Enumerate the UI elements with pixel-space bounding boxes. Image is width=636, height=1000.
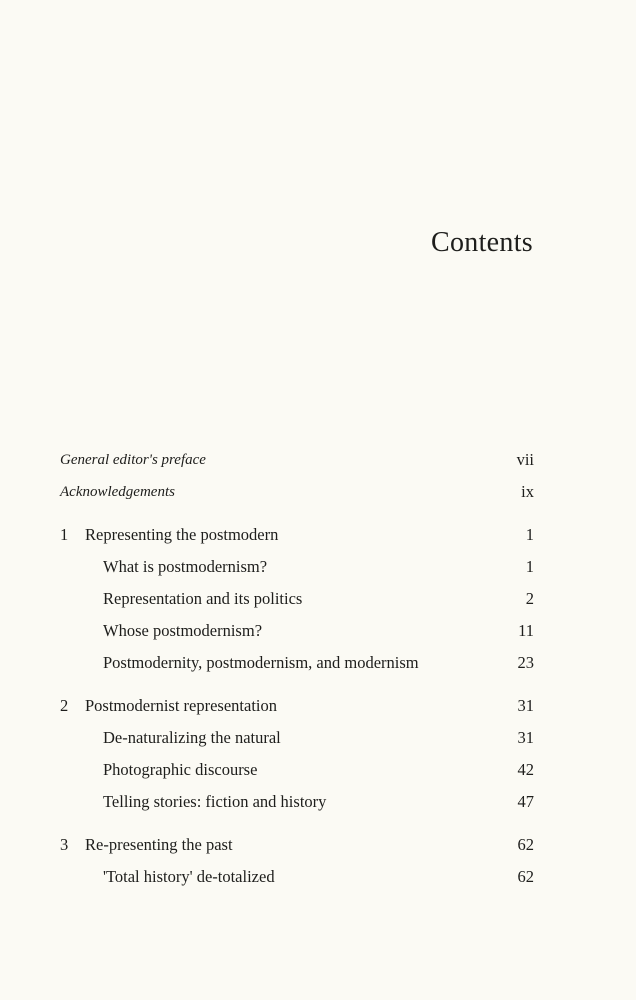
toc-entry-front-matter xyxy=(60,480,534,512)
section-title: Whose postmodernism? xyxy=(103,621,263,640)
chapter-title: Re-presenting the past xyxy=(85,835,233,854)
section-title: What is postmodernism? xyxy=(103,557,268,576)
section-title: Telling stories: fiction and history xyxy=(103,792,327,811)
chapter-number: 3 xyxy=(60,835,69,854)
section-title: 'Total history' de-totalized xyxy=(103,867,275,886)
toc-page-number: 23 xyxy=(517,653,534,672)
toc-page-number: 62 xyxy=(517,867,534,886)
chapter-number: 2 xyxy=(60,696,69,715)
toc-page-number: 1 xyxy=(525,525,534,544)
toc-section xyxy=(60,726,534,758)
toc-section xyxy=(60,790,534,822)
toc-page-number: ix xyxy=(521,482,534,501)
section-title: Representation and its politics xyxy=(103,589,303,608)
table-of-contents xyxy=(60,448,534,897)
chapter-number: 1 xyxy=(60,525,69,544)
section-title: Postmodernity, postmodernism, and modernism xyxy=(103,653,419,672)
toc-section xyxy=(60,619,534,651)
toc-chapter xyxy=(60,833,534,865)
toc-section xyxy=(60,555,534,587)
page-title: Contents xyxy=(431,226,533,258)
chapter-title: Postmodernist representation xyxy=(85,696,278,715)
toc-page-number: vii xyxy=(516,450,534,469)
toc-page-number: 62 xyxy=(517,835,534,854)
toc-page-number: 1 xyxy=(525,557,534,576)
toc-page-number: 11 xyxy=(518,621,534,640)
toc-page-number: 42 xyxy=(517,760,534,779)
section-title: Photographic discourse xyxy=(103,760,258,779)
toc-section xyxy=(60,651,534,683)
toc-chapter xyxy=(60,694,534,726)
chapter-title: Representing the postmodern xyxy=(85,525,279,544)
section-title: De-naturalizing the natural xyxy=(103,728,281,747)
toc-entry-front-matter xyxy=(60,448,534,480)
toc-section xyxy=(60,758,534,790)
toc-section xyxy=(60,587,534,619)
toc-section xyxy=(60,865,534,897)
toc-page-number: 31 xyxy=(517,696,534,715)
toc-entry-label: Acknowledgements xyxy=(60,484,175,500)
toc-entry-label: General editor's preface xyxy=(60,452,206,468)
toc-page-number: 2 xyxy=(525,589,534,608)
toc-chapter xyxy=(60,523,534,555)
toc-page-number: 47 xyxy=(517,792,534,811)
toc-page-number: 31 xyxy=(517,728,534,747)
